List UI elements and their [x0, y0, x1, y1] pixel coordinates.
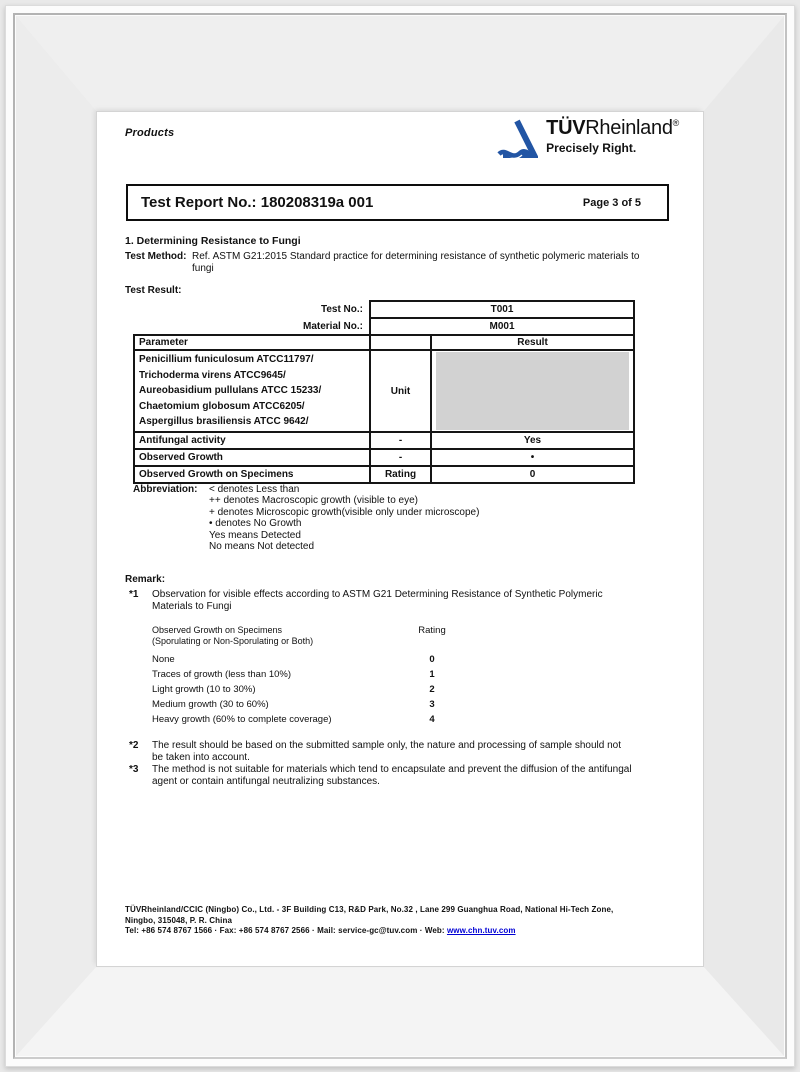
brand-text-block [546, 117, 679, 155]
tuv-triangle-icon [496, 117, 538, 161]
result-cell: 0 [431, 466, 634, 483]
material-no-label: Material No.: [302, 320, 363, 332]
remark-label: Remark: [125, 574, 166, 585]
report-number-box [126, 184, 669, 221]
parameter-cell: Observed Growth [134, 449, 370, 466]
rating-table-header: Observed Growth on Specimens (Sporulating or Non-Sporulating or Both) Rating [152, 625, 446, 646]
remark-item-1: *1 Observation for visible effects according to ASTM G21 Determining Resistance of Synthetic Polymeric Materials to Fungi [129, 589, 603, 612]
result-cell: Yes [431, 432, 634, 449]
unit-cell: Unit [370, 350, 431, 432]
page-indicator: Page 3 of 5 [582, 196, 641, 209]
rating-row: Medium growth (30 to 60%) 3 [152, 699, 435, 710]
test-no-value: T001 [370, 301, 634, 318]
col-header-parameter: Parameter [134, 335, 370, 350]
unit-cell: - [370, 449, 431, 466]
test-report-page [97, 112, 703, 966]
result-cell: • [431, 449, 634, 466]
parameter-cell: Observed Growth on Specimens [134, 466, 370, 483]
abbreviation-block [133, 484, 479, 552]
report-title: Test Report No.: 180208319a 001 [141, 194, 374, 211]
remark-item-3: *3 The method is not suitable for materials which tend to encapsulate and prevent the diffusion of the antifungal agent or contain antifungal neutralizing substances. [129, 764, 632, 787]
abbreviation-label: Abbreviation: [133, 484, 198, 495]
products-label: Products [125, 127, 175, 139]
unit-cell: - [370, 432, 431, 449]
test-method-label: Test Method: [125, 251, 187, 262]
result-cell [431, 350, 634, 432]
rating-row: Light growth (10 to 30%) 2 [152, 684, 435, 695]
website-link[interactable]: www.chn.tuv.com [446, 926, 516, 935]
rating-row: Traces of growth (less than 10%) 1 [152, 669, 435, 680]
brand-tagline: Precisely Right. [546, 141, 637, 155]
footer-address-line1: TÜVRheinland/CCIC (Ningbo) Co., Ltd. - 3F Building C13, R&D Park, No.32 , Lane 299 Guanghua Road, National Hi-Tech Zone, [125, 905, 614, 914]
remark-item-2: *2 The result should be based on the submitted sample only, the nature and processing of sample should not be taken into account. [129, 740, 621, 763]
test-result-label: Test Result: [125, 285, 182, 296]
parameter-cell: Antifungal activity [134, 432, 370, 449]
growth-rating-table [152, 625, 454, 727]
rating-row: Heavy growth (60% to complete coverage) 4 [152, 714, 435, 725]
footer-address-line2: Ningbo, 315048, P. R. China [125, 915, 233, 925]
test-method-row [125, 251, 665, 274]
company-footer [125, 905, 681, 937]
footer-contact-line: Tel: +86 574 8767 1566 · Fax: +86 574 8767 2566 · Mail: service-gc@tuv.com · Web: www.chn.tuv.com [125, 926, 516, 935]
section-heading: 1. Determining Resistance to Fungi [125, 235, 301, 247]
test-method-text: Ref. ASTM G21:2015 Standard practice for determining resistance of synthetic polymeric materials to fungi [192, 251, 640, 274]
rating-row: None 0 [152, 654, 435, 665]
tuv-rheinland-logo [496, 117, 679, 161]
unit-cell: Rating [370, 466, 431, 483]
col-header-result: Result [431, 335, 634, 350]
material-no-value: M001 [370, 318, 634, 335]
result-table [133, 300, 635, 484]
abbreviation-lines: < denotes Less than ++ denotes Macroscopic growth (visible to eye) + denotes Microscopic growth(visible only under microscope) • denotes No Growth Yes means Detected No means Not detected [209, 484, 480, 553]
col-header-unit [370, 335, 431, 350]
fungi-species-cell: Penicillium funiculosum ATCC11797/ Trichoderma virens ATCC9645/ Aureobasidium pullulans ATCC 15233/ Chaetomium globosum ATCC6205/ Aspergillus brasiliensis ATCC 9642/ [134, 350, 370, 432]
registered-mark: ® [672, 118, 679, 128]
brand-name: TÜVRheinland® [546, 117, 679, 139]
test-no-label: Test No.: [320, 304, 363, 315]
result-masked-box [436, 352, 629, 430]
